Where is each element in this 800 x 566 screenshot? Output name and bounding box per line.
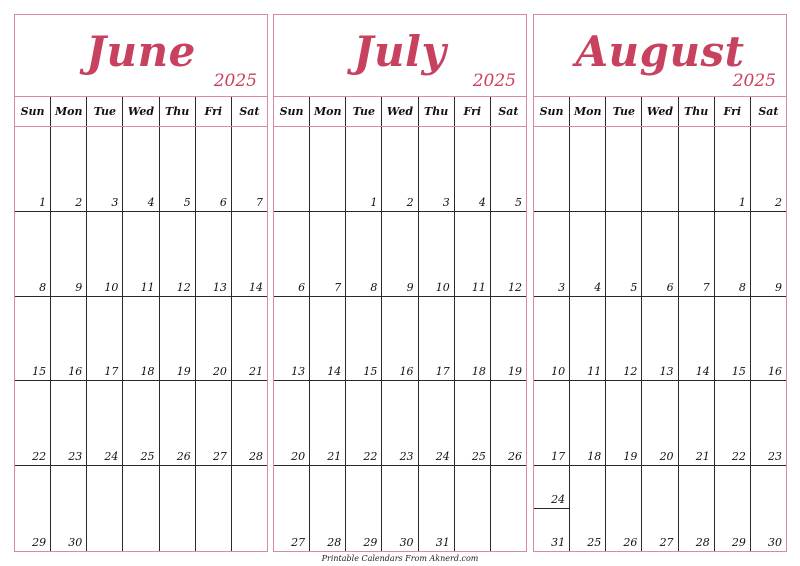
day-number: 30 xyxy=(399,535,414,549)
day-cell xyxy=(15,466,51,551)
day-number: 3 xyxy=(442,195,450,209)
month-header xyxy=(274,15,526,97)
day-cell xyxy=(346,466,382,551)
day-number: 7 xyxy=(702,280,710,294)
day-cell xyxy=(160,127,196,211)
day-number: 17 xyxy=(435,365,450,379)
weekday-label: Mon xyxy=(310,97,346,126)
weekday-label: Fri xyxy=(196,97,232,126)
day-cell xyxy=(455,381,491,465)
day-number: 18 xyxy=(471,365,486,379)
month-year: 2025 xyxy=(213,71,257,91)
day-number: 9 xyxy=(774,280,782,294)
day-cell xyxy=(606,381,642,465)
day-cell xyxy=(382,127,418,211)
day-cell xyxy=(642,381,678,465)
day-number: 6 xyxy=(219,195,227,209)
month-title: August xyxy=(575,27,745,76)
day-cell xyxy=(642,127,678,211)
weekday-label: Thu xyxy=(679,97,715,126)
day-cell xyxy=(160,466,196,551)
day-cell xyxy=(606,466,642,551)
day-cell xyxy=(87,297,123,381)
day-number: 23 xyxy=(68,450,83,464)
month-header xyxy=(534,15,786,97)
day-number: 5 xyxy=(183,195,191,209)
month-june xyxy=(14,14,268,552)
day-number: 22 xyxy=(32,450,47,464)
day-cell xyxy=(346,127,382,211)
day-cell xyxy=(232,381,267,465)
day-number: 3 xyxy=(111,195,119,209)
day-cell xyxy=(715,127,751,211)
day-number: 16 xyxy=(399,365,414,379)
day-number: 25 xyxy=(587,535,602,549)
day-cell xyxy=(715,466,751,551)
day-cell-half xyxy=(534,466,569,509)
month-title: July xyxy=(353,27,447,76)
day-number: 25 xyxy=(140,450,155,464)
day-cell xyxy=(274,466,310,551)
day-cell xyxy=(310,466,346,551)
day-cell xyxy=(570,466,606,551)
day-number: 23 xyxy=(767,450,782,464)
day-cell xyxy=(382,466,418,551)
day-cell xyxy=(570,212,606,296)
day-cell xyxy=(15,212,51,296)
day-number: 26 xyxy=(623,535,638,549)
week-row xyxy=(15,127,267,212)
day-number: 2 xyxy=(406,195,414,209)
month-august xyxy=(533,14,787,552)
calendar-grid xyxy=(15,127,267,551)
month-title: June xyxy=(86,27,196,76)
day-number: 17 xyxy=(104,365,119,379)
month-header xyxy=(15,15,267,97)
day-cell xyxy=(87,127,123,211)
day-cell xyxy=(455,127,491,211)
day-number: 9 xyxy=(406,280,414,294)
calendar-grid xyxy=(274,127,526,551)
day-cell xyxy=(382,212,418,296)
day-number: 28 xyxy=(327,535,342,549)
day-number: 18 xyxy=(140,365,155,379)
day-cell xyxy=(87,212,123,296)
day-cell xyxy=(679,127,715,211)
day-number: 2 xyxy=(774,195,782,209)
day-number: 7 xyxy=(255,195,263,209)
week-row xyxy=(274,127,526,212)
footer-credit: Printable Calendars From Aknerd.com xyxy=(321,554,479,563)
day-number: 16 xyxy=(68,365,83,379)
day-number: 22 xyxy=(731,450,746,464)
day-number: 26 xyxy=(176,450,191,464)
weekday-label: Mon xyxy=(51,97,87,126)
day-number: 1 xyxy=(370,195,378,209)
day-number: 14 xyxy=(327,365,342,379)
day-cell-half xyxy=(534,509,569,551)
day-cell xyxy=(715,297,751,381)
day-number: 8 xyxy=(738,280,746,294)
day-number: 16 xyxy=(767,365,782,379)
week-row xyxy=(15,212,267,297)
week-row xyxy=(274,297,526,382)
day-number: 29 xyxy=(32,535,47,549)
day-cell xyxy=(419,297,455,381)
month-july xyxy=(273,14,527,552)
day-cell xyxy=(232,297,267,381)
day-cell xyxy=(534,466,570,551)
weekday-label: Sun xyxy=(15,97,51,126)
day-cell xyxy=(419,127,455,211)
day-number: 18 xyxy=(587,450,602,464)
day-number: 25 xyxy=(471,450,486,464)
day-cell xyxy=(382,381,418,465)
day-number: 12 xyxy=(176,280,191,294)
day-number: 12 xyxy=(507,280,522,294)
weekday-header-row xyxy=(534,97,786,127)
day-number: 10 xyxy=(104,280,119,294)
day-cell xyxy=(491,381,526,465)
day-number: 17 xyxy=(551,450,566,464)
day-number: 2 xyxy=(75,195,83,209)
day-number: 14 xyxy=(248,280,263,294)
day-cell xyxy=(751,212,786,296)
day-number: 26 xyxy=(507,450,522,464)
day-number: 12 xyxy=(623,365,638,379)
day-number: 14 xyxy=(695,365,710,379)
day-number: 1 xyxy=(39,195,47,209)
day-number: 21 xyxy=(695,450,710,464)
day-cell xyxy=(679,297,715,381)
day-cell xyxy=(455,212,491,296)
day-cell xyxy=(419,466,455,551)
day-cell xyxy=(274,381,310,465)
day-cell xyxy=(274,297,310,381)
day-number: 5 xyxy=(514,195,522,209)
weekday-header-row xyxy=(15,97,267,127)
day-cell xyxy=(642,297,678,381)
day-cell xyxy=(751,127,786,211)
day-cell xyxy=(51,127,87,211)
day-cell xyxy=(196,381,232,465)
weekday-label: Wed xyxy=(123,97,159,126)
day-number: 27 xyxy=(212,450,227,464)
day-cell xyxy=(715,381,751,465)
day-cell xyxy=(534,212,570,296)
day-cell xyxy=(346,212,382,296)
weekday-label: Fri xyxy=(715,97,751,126)
day-cell xyxy=(15,297,51,381)
weekday-label: Fri xyxy=(455,97,491,126)
day-number: 13 xyxy=(659,365,674,379)
day-number: 13 xyxy=(291,365,306,379)
day-cell xyxy=(570,381,606,465)
day-cell xyxy=(715,212,751,296)
day-number: 13 xyxy=(212,280,227,294)
day-cell xyxy=(196,466,232,551)
day-cell xyxy=(196,127,232,211)
day-cell xyxy=(419,381,455,465)
day-cell xyxy=(751,381,786,465)
week-row xyxy=(534,381,786,466)
day-cell xyxy=(491,297,526,381)
day-number: 15 xyxy=(731,365,746,379)
day-cell xyxy=(51,381,87,465)
day-cell xyxy=(310,381,346,465)
day-number: 1 xyxy=(738,195,746,209)
week-row xyxy=(534,297,786,382)
day-number: 9 xyxy=(75,280,83,294)
day-cell xyxy=(15,381,51,465)
day-number: 15 xyxy=(32,365,47,379)
weekday-label: Mon xyxy=(570,97,606,126)
day-number: 8 xyxy=(370,280,378,294)
day-number: 20 xyxy=(291,450,306,464)
weekday-label: Sun xyxy=(534,97,570,126)
day-cell xyxy=(310,212,346,296)
day-cell xyxy=(606,297,642,381)
day-cell xyxy=(570,127,606,211)
week-row xyxy=(534,127,786,212)
day-cell xyxy=(232,466,267,551)
weekday-label: Sat xyxy=(239,105,260,118)
day-number: 11 xyxy=(587,365,602,379)
day-number: 3 xyxy=(558,280,566,294)
weekday-header-row xyxy=(274,97,526,127)
day-cell xyxy=(455,297,491,381)
day-cell xyxy=(310,127,346,211)
day-number: 23 xyxy=(399,450,414,464)
day-number: 20 xyxy=(659,450,674,464)
week-row xyxy=(274,381,526,466)
weekday-label: Tue xyxy=(346,97,382,126)
weekday-label: Thu xyxy=(419,97,455,126)
day-cell xyxy=(679,212,715,296)
day-number: 11 xyxy=(140,280,155,294)
day-cell xyxy=(196,297,232,381)
day-cell xyxy=(679,466,715,551)
day-cell xyxy=(51,466,87,551)
day-cell xyxy=(123,381,159,465)
day-cell xyxy=(642,212,678,296)
day-number: 29 xyxy=(731,535,746,549)
day-number: 4 xyxy=(147,195,155,209)
day-number: 6 xyxy=(298,280,306,294)
day-number: 19 xyxy=(623,450,638,464)
day-number: 6 xyxy=(666,280,674,294)
calendar-grid xyxy=(534,127,786,551)
week-row xyxy=(534,212,786,297)
day-number: 31 xyxy=(435,535,450,549)
day-cell xyxy=(160,381,196,465)
day-cell xyxy=(346,297,382,381)
week-row xyxy=(274,466,526,551)
weekday-label: Thu xyxy=(160,97,196,126)
month-year: 2025 xyxy=(732,71,776,91)
day-number: 27 xyxy=(659,535,674,549)
day-cell xyxy=(346,381,382,465)
day-cell xyxy=(534,381,570,465)
day-cell xyxy=(160,212,196,296)
day-cell xyxy=(310,297,346,381)
day-cell xyxy=(87,381,123,465)
day-cell xyxy=(232,127,267,211)
day-number: 19 xyxy=(507,365,522,379)
day-cell xyxy=(87,466,123,551)
day-number: 8 xyxy=(39,280,47,294)
week-row xyxy=(15,297,267,382)
day-cell xyxy=(491,466,526,551)
weekday-label: Sat xyxy=(498,105,519,118)
day-cell xyxy=(534,127,570,211)
day-cell xyxy=(232,212,267,296)
day-number: 10 xyxy=(435,280,450,294)
day-number: 31 xyxy=(551,536,566,549)
day-number: 30 xyxy=(767,535,782,549)
day-cell xyxy=(51,212,87,296)
day-cell xyxy=(196,212,232,296)
day-number: 7 xyxy=(334,280,342,294)
day-cell xyxy=(274,212,310,296)
day-number: 21 xyxy=(327,450,342,464)
day-cell xyxy=(123,297,159,381)
day-cell xyxy=(123,212,159,296)
day-number: 30 xyxy=(68,535,83,549)
day-number: 24 xyxy=(435,450,450,464)
week-row xyxy=(274,212,526,297)
day-number: 11 xyxy=(471,280,486,294)
day-cell xyxy=(382,297,418,381)
day-number: 24 xyxy=(551,493,566,507)
day-number: 21 xyxy=(248,365,263,379)
day-number: 10 xyxy=(551,365,566,379)
day-cell xyxy=(455,466,491,551)
day-cell xyxy=(606,127,642,211)
day-number: 28 xyxy=(695,535,710,549)
day-number: 4 xyxy=(478,195,486,209)
day-cell xyxy=(160,297,196,381)
day-cell xyxy=(51,297,87,381)
week-row xyxy=(534,466,786,551)
day-number: 4 xyxy=(594,280,602,294)
day-cell xyxy=(123,127,159,211)
day-cell xyxy=(274,127,310,211)
day-cell xyxy=(642,466,678,551)
day-cell xyxy=(15,127,51,211)
week-row xyxy=(15,381,267,466)
day-number: 19 xyxy=(176,365,191,379)
day-cell xyxy=(751,466,786,551)
day-cell xyxy=(570,297,606,381)
weekday-label: Wed xyxy=(642,97,678,126)
day-cell xyxy=(679,381,715,465)
day-cell xyxy=(751,297,786,381)
day-number: 22 xyxy=(363,450,378,464)
month-year: 2025 xyxy=(472,71,516,91)
day-number: 20 xyxy=(212,365,227,379)
weekday-label: Tue xyxy=(87,97,123,126)
day-cell xyxy=(491,127,526,211)
day-number: 27 xyxy=(291,535,306,549)
weekday-label: Tue xyxy=(606,97,642,126)
weekday-label: Sun xyxy=(274,97,310,126)
day-cell xyxy=(123,466,159,551)
week-row xyxy=(15,466,267,551)
day-cell xyxy=(534,297,570,381)
day-number: 15 xyxy=(363,365,378,379)
day-number: 5 xyxy=(630,280,638,294)
weekday-label: Wed xyxy=(382,97,418,126)
day-cell xyxy=(419,212,455,296)
day-number: 29 xyxy=(363,535,378,549)
day-number: 28 xyxy=(248,450,263,464)
day-cell xyxy=(606,212,642,296)
weekday-label: Sat xyxy=(758,105,779,118)
day-cell xyxy=(491,212,526,296)
day-number: 24 xyxy=(104,450,119,464)
